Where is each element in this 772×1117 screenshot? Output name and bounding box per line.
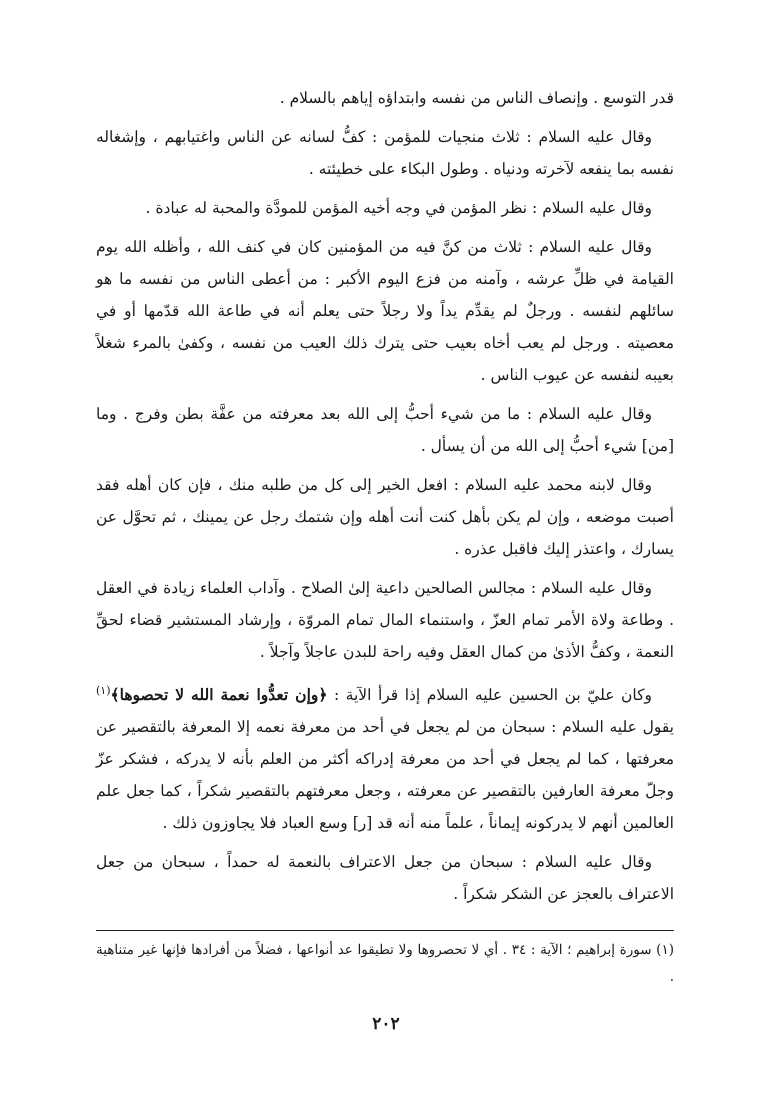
paragraph-4: وقال عليه السلام : ثلاث من كنَّ فيه من المؤمنين كان في كنف الله ، وأظله الله يوم القيامة في ظلِّ عرشه ، وآمنه من فزع اليوم الأكبر : من أعطى الناس من نفسه ما هو سائلهم لنفسه . ورجلٌ لم يقدِّم يداً ولا رجلاً حتى يعلم أنه في طاعة الله قدّمها أو في معصيته . ورجل لم يعب أخاه بعيب حتى يترك ذلك العيب من نفسه ، وكفىٰ بالمرء شغلاً بعيبه لنفسه عن عيوب الناس . bbox=[96, 238, 674, 384]
paragraph-last: وقال عليه السلام : سبحان من جعل الاعتراف بالنعمة له حمداً ، سبحان من جعل الاعتراف بالعجز عن الشكر شكراً . bbox=[96, 853, 674, 904]
verse-commentary: يقول عليه السلام : سبحان من لم يجعل في أحد من معرفة نعمه إلا المعرفة بالتقصير عن معرفتها ، كما لم يجعل في أحد من معرفة إدراكه أكثر من العلم بأنه لا يدركه ، فشكر عزّ وجلّ معرفة العارفين بالتقصير عن معرفته ، وجعل معرفتهم بالتقصير شكراً ، كما جعل علم العالمين أنهم لا يدركونه إيماناً ، علماً منه أنه قد [ر] وسع العباد فلا يجاوزون ذلك . bbox=[96, 718, 674, 833]
footnote bbox=[96, 937, 674, 991]
page-number: ٢٠٢ bbox=[372, 1014, 400, 1034]
paragraph-2: وقال عليه السلام : ثلاث منجيات للمؤمن : كفُّ لسانه عن الناس واغتيابهم ، وإشغاله نفسه بما ينفعه لآخرته ودنياه . وطول البكاء على خطيئته . bbox=[96, 128, 674, 178]
verse-intro: وكان عليّ بن الحسين عليه السلام إذا قرأ الآية : bbox=[333, 686, 652, 705]
paragraph-verse bbox=[96, 675, 674, 839]
paragraph-3: وقال عليه السلام : نظر المؤمن في وجه أخيه المؤمن للمودَّة والمحبة له عبادة . bbox=[145, 199, 652, 217]
paragraph-6: وقال لابنه محمد عليه السلام : افعل الخير إلى كل من طلبه منك ، فإن كان أهله فقد أصبت موضعه ، وإن لم يكن بأهل كنت أنت أهله وإن شتمك رجل عن يمينك ، ثم تحوَّل عن يسارك ، واعتذر إليك فاقبل عذره . bbox=[96, 476, 674, 558]
main-text bbox=[96, 82, 674, 917]
paragraph-5: وقال عليه السلام : ما من شيء أحبُّ إلى الله بعد معرفته من عفَّة بطن وفرج . وما [من] شيء أحبُّ إلى الله من أن يسأل . bbox=[96, 405, 674, 455]
quran-verse: ﴿وإن تعدُّوا نعمة الله لا تحصوها﴾ bbox=[110, 685, 328, 705]
footnote-reference: (١) bbox=[96, 684, 111, 697]
paragraph-1: قدر التوسع . وإنصاف الناس من نفسه وابتداؤه إياهم بالسلام . bbox=[279, 89, 674, 107]
footnote-text: (١) سورة إبراهيم ؛ الآية : ٣٤ . أي لا تحصروها ولا تطيقوا عد أنواعها ، فضلاً من أفرادها فإنها غير متناهية . bbox=[96, 942, 674, 985]
paragraph-7: وقال عليه السلام : مجالس الصالحين داعية إلىٰ الصلاح . وآداب العلماء زيادة في العقل . وطاعة ولاة الأمر تمام العزّ ، واستنماء المال تمام المروّة ، وإرشاد المستشير قضاء لحقِّ النعمة ، وكفُّ الأذىٰ من كمال العقل وفيه راحة للبدن عاجلاً وآجلاً . bbox=[96, 579, 674, 661]
footnote-divider bbox=[96, 930, 674, 931]
